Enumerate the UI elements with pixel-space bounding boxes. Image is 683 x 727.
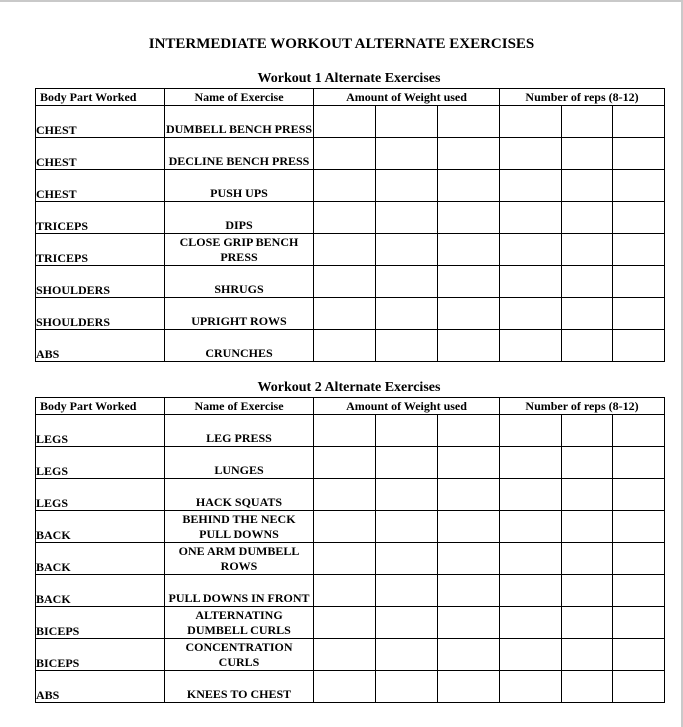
exercise-row — [36, 138, 665, 170]
weight-entry-cell[interactable] — [438, 298, 500, 330]
weight-entry-cell[interactable] — [314, 266, 376, 298]
reps-entry-cell[interactable] — [500, 170, 562, 202]
page-title: INTERMEDIATE WORKOUT ALTERNATE EXERCISES — [148, 36, 535, 52]
exercise-row — [36, 202, 665, 234]
reps-entry-cell[interactable] — [500, 138, 562, 170]
exercise-name-cell: PUSH UPS — [165, 170, 314, 202]
reps-entry-cell[interactable] — [562, 575, 613, 607]
reps-entry-cell[interactable] — [613, 607, 665, 639]
workout2-table — [35, 397, 665, 703]
exercise-name-cell: CLOSE GRIP BENCH PRESS — [165, 234, 314, 266]
reps-entry-cell[interactable] — [500, 511, 562, 543]
weight-entry-cell[interactable] — [438, 330, 500, 362]
reps-entry-cell[interactable] — [562, 330, 613, 362]
page-top-border — [0, 0, 683, 2]
reps-entry-cell[interactable] — [562, 298, 613, 330]
body-part-cell: BICEPS — [36, 639, 165, 671]
reps-entry-cell[interactable] — [500, 106, 562, 138]
reps-entry-cell[interactable] — [500, 202, 562, 234]
exercise-row — [36, 298, 665, 330]
reps-entry-cell[interactable] — [562, 671, 613, 703]
body-part-cell: LEGS — [36, 479, 165, 511]
reps-entry-cell[interactable] — [562, 138, 613, 170]
reps-entry-cell[interactable] — [500, 575, 562, 607]
weight-entry-cell[interactable] — [314, 511, 376, 543]
weight-entry-cell[interactable] — [438, 266, 500, 298]
exercise-row — [36, 234, 665, 266]
workout1-heading: Workout 1 Alternate Exercises — [257, 71, 441, 86]
exercise-name-cell: CRUNCHES — [165, 330, 314, 362]
body-part-header: Body Part Worked — [36, 89, 165, 106]
reps-entry-cell[interactable] — [562, 170, 613, 202]
body-part-cell: LEGS — [36, 447, 165, 479]
reps-entry-cell[interactable] — [613, 138, 665, 170]
reps-entry-cell[interactable] — [613, 671, 665, 703]
weight-entry-cell[interactable] — [438, 671, 500, 703]
weight-entry-cell[interactable] — [438, 170, 500, 202]
reps-entry-cell[interactable] — [562, 543, 613, 575]
reps-entry-cell[interactable] — [613, 298, 665, 330]
exercise-name-cell: DUMBELL BENCH PRESS — [165, 106, 314, 138]
reps-entry-cell[interactable] — [500, 671, 562, 703]
workout2-header-row — [36, 398, 665, 415]
reps-entry-cell[interactable] — [562, 234, 613, 266]
weight-entry-cell[interactable] — [314, 170, 376, 202]
reps-entry-cell[interactable] — [500, 607, 562, 639]
exercise-name-cell: BEHIND THE NECK PULL DOWNS — [165, 511, 314, 543]
exercise-row — [36, 575, 665, 607]
reps-entry-cell[interactable] — [500, 234, 562, 266]
reps-entry-cell[interactable] — [562, 511, 613, 543]
body-part-cell: TRICEPS — [36, 202, 165, 234]
reps-entry-cell[interactable] — [613, 511, 665, 543]
body-part-cell: CHEST — [36, 138, 165, 170]
exercise-row — [36, 415, 665, 447]
exercise-name-cell: DECLINE BENCH PRESS — [165, 138, 314, 170]
weight-entry-cell[interactable] — [438, 202, 500, 234]
exercise-row — [36, 639, 665, 671]
reps-entry-cell[interactable] — [613, 447, 665, 479]
weight-entry-cell[interactable] — [376, 234, 438, 266]
weight-entry-cell[interactable] — [438, 106, 500, 138]
weight-entry-cell[interactable] — [314, 575, 376, 607]
exercise-name-cell: CONCENTRATION CURLS — [165, 639, 314, 671]
reps-entry-cell[interactable] — [613, 266, 665, 298]
weight-entry-cell[interactable] — [376, 415, 438, 447]
weight-entry-cell[interactable] — [438, 415, 500, 447]
reps-entry-cell[interactable] — [562, 447, 613, 479]
weight-entry-cell[interactable] — [438, 234, 500, 266]
weight-entry-cell[interactable] — [376, 202, 438, 234]
weight-entry-cell[interactable] — [438, 543, 500, 575]
weight-entry-cell[interactable] — [314, 330, 376, 362]
exercise-name-cell: LEG PRESS — [165, 415, 314, 447]
exercise-name-cell: PULL DOWNS IN FRONT — [165, 575, 314, 607]
weight-entry-cell[interactable] — [314, 298, 376, 330]
exercise-row — [36, 479, 665, 511]
exercise-row — [36, 106, 665, 138]
exercise-row — [36, 170, 665, 202]
reps-entry-cell[interactable] — [500, 330, 562, 362]
body-part-cell: ABS — [36, 330, 165, 362]
body-part-cell: BACK — [36, 575, 165, 607]
weight-entry-cell[interactable] — [376, 511, 438, 543]
weight-entry-cell[interactable] — [438, 479, 500, 511]
reps-entry-cell[interactable] — [562, 415, 613, 447]
weight-entry-cell[interactable] — [438, 575, 500, 607]
exercise-row — [36, 447, 665, 479]
reps-entry-cell[interactable] — [613, 415, 665, 447]
reps-entry-cell[interactable] — [500, 415, 562, 447]
weight-entry-cell[interactable] — [438, 639, 500, 671]
weight-entry-cell[interactable] — [314, 671, 376, 703]
weight-entry-cell[interactable] — [376, 671, 438, 703]
reps-entry-cell[interactable] — [613, 106, 665, 138]
reps-header: Number of reps (8-12) — [500, 89, 665, 106]
weight-entry-cell[interactable] — [314, 479, 376, 511]
weight-entry-cell[interactable] — [314, 639, 376, 671]
weight-entry-cell[interactable] — [376, 639, 438, 671]
weight-entry-cell[interactable] — [314, 543, 376, 575]
weight-entry-cell[interactable] — [438, 138, 500, 170]
reps-entry-cell[interactable] — [562, 106, 613, 138]
reps-entry-cell[interactable] — [613, 543, 665, 575]
exercise-row — [36, 543, 665, 575]
weight-entry-cell[interactable] — [376, 479, 438, 511]
reps-entry-cell[interactable] — [500, 298, 562, 330]
exercise-row — [36, 511, 665, 543]
workout1-table-body — [36, 89, 665, 362]
body-part-cell: SHOULDERS — [36, 298, 165, 330]
exercise-name-cell: UPRIGHT ROWS — [165, 298, 314, 330]
weight-entry-cell[interactable] — [376, 447, 438, 479]
weight-entry-cell[interactable] — [314, 447, 376, 479]
body-part-cell: TRICEPS — [36, 234, 165, 266]
reps-entry-cell[interactable] — [562, 266, 613, 298]
weight-entry-cell[interactable] — [314, 138, 376, 170]
weight-entry-cell[interactable] — [314, 106, 376, 138]
weight-header: Amount of Weight used — [314, 89, 500, 106]
weight-entry-cell[interactable] — [438, 447, 500, 479]
weight-entry-cell[interactable] — [438, 607, 500, 639]
body-part-cell: ABS — [36, 671, 165, 703]
exercise-row — [36, 607, 665, 639]
reps-entry-cell[interactable] — [562, 202, 613, 234]
exercise-row — [36, 330, 665, 362]
exercise-name-cell: DIPS — [165, 202, 314, 234]
weight-entry-cell[interactable] — [376, 266, 438, 298]
body-part-header: Body Part Worked — [36, 398, 165, 415]
weight-entry-cell[interactable] — [314, 234, 376, 266]
body-part-cell: SHOULDERS — [36, 266, 165, 298]
reps-entry-cell[interactable] — [613, 479, 665, 511]
exercise-name-cell: KNEES TO CHEST — [165, 671, 314, 703]
exercise-header: Name of Exercise — [165, 89, 314, 106]
weight-entry-cell[interactable] — [314, 607, 376, 639]
weight-entry-cell[interactable] — [376, 298, 438, 330]
weight-entry-cell[interactable] — [438, 511, 500, 543]
workout2-heading: Workout 2 Alternate Exercises — [257, 380, 441, 395]
reps-entry-cell[interactable] — [613, 202, 665, 234]
exercise-name-cell: ONE ARM DUMBELL ROWS — [165, 543, 314, 575]
weight-entry-cell[interactable] — [376, 543, 438, 575]
weight-entry-cell[interactable] — [376, 106, 438, 138]
workout1-header-row — [36, 89, 665, 106]
exercise-name-cell: ALTERNATING DUMBELL CURLS — [165, 607, 314, 639]
weight-header: Amount of Weight used — [314, 398, 500, 415]
exercise-header: Name of Exercise — [165, 398, 314, 415]
reps-entry-cell[interactable] — [613, 234, 665, 266]
reps-entry-cell[interactable] — [500, 543, 562, 575]
weight-entry-cell[interactable] — [314, 415, 376, 447]
exercise-name-cell: LUNGES — [165, 447, 314, 479]
reps-entry-cell[interactable] — [500, 479, 562, 511]
reps-entry-cell[interactable] — [500, 639, 562, 671]
body-part-cell: LEGS — [36, 415, 165, 447]
reps-entry-cell[interactable] — [613, 575, 665, 607]
reps-entry-cell[interactable] — [562, 639, 613, 671]
body-part-cell: BICEPS — [36, 607, 165, 639]
reps-entry-cell[interactable] — [500, 447, 562, 479]
body-part-cell: CHEST — [36, 170, 165, 202]
reps-entry-cell[interactable] — [562, 607, 613, 639]
exercise-row — [36, 671, 665, 703]
reps-header: Number of reps (8-12) — [500, 398, 665, 415]
weight-entry-cell[interactable] — [376, 138, 438, 170]
weight-entry-cell[interactable] — [376, 330, 438, 362]
workout2-table-body — [36, 398, 665, 703]
body-part-cell: CHEST — [36, 106, 165, 138]
reps-entry-cell[interactable] — [613, 170, 665, 202]
body-part-cell: BACK — [36, 511, 165, 543]
body-part-cell: BACK — [36, 543, 165, 575]
exercise-name-cell: HACK SQUATS — [165, 479, 314, 511]
reps-entry-cell[interactable] — [613, 330, 665, 362]
weight-entry-cell[interactable] — [376, 607, 438, 639]
weight-entry-cell[interactable] — [376, 575, 438, 607]
exercise-name-cell: SHRUGS — [165, 266, 314, 298]
workout1-table — [35, 88, 665, 362]
weight-entry-cell[interactable] — [376, 170, 438, 202]
exercise-row — [36, 266, 665, 298]
reps-entry-cell[interactable] — [613, 639, 665, 671]
reps-entry-cell[interactable] — [500, 266, 562, 298]
reps-entry-cell[interactable] — [562, 479, 613, 511]
weight-entry-cell[interactable] — [314, 202, 376, 234]
